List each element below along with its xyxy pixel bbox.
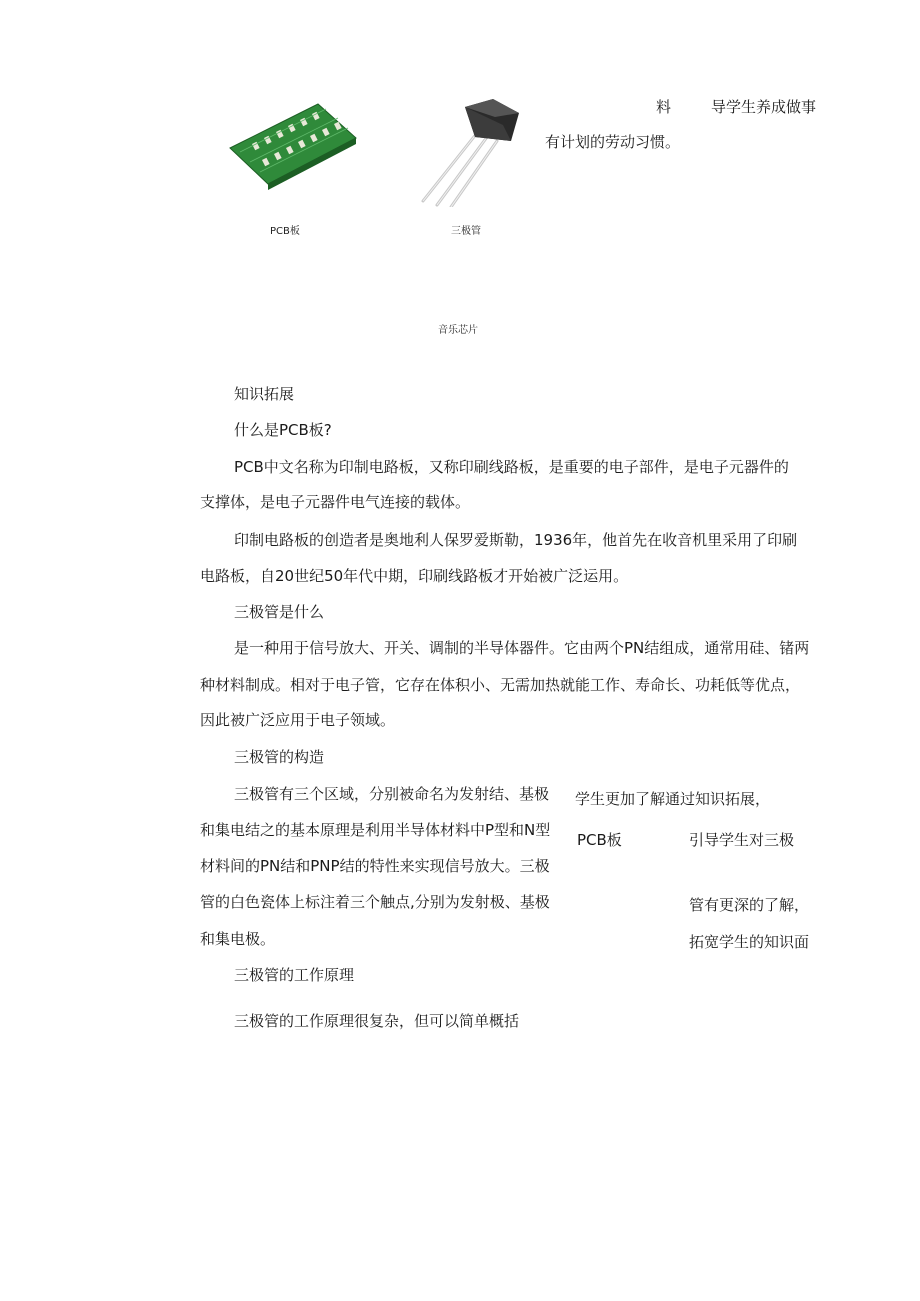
heading-transistor-structure: 三极管的构造 (234, 748, 325, 766)
para-principle-line1: 三极管的工作原理很复杂，但可以简单概括 (234, 1012, 520, 1030)
heading-what-is-transistor: 三极管是什么 (234, 603, 325, 621)
side-note-line1: 学生更加了解通过知识拓展， (575, 790, 771, 808)
para-transistor-line2: 种材料制成。相对于电子管，它存在体积小、无需加热就能工作、寿命长、功耗低等优点， (200, 676, 801, 694)
side-note-pcb: PCB板 (577, 831, 622, 849)
top-note-word-a: 料 (656, 98, 672, 116)
para-structure-line5: 和集电极。 (200, 930, 276, 948)
transistor-caption: 三极管 (451, 226, 481, 237)
transistor-image (415, 95, 525, 207)
top-note-word-b: 导学生养成做事 (711, 98, 817, 116)
para-transistor-line3: 因此被广泛应用于电子领域。 (200, 711, 396, 729)
para-pcb-line1: PCB中文名称为印制电路板，又称印刷线路板，是重要的电子部件，是电子元器件的 (234, 458, 789, 476)
para-structure-line2: 和集电结之的基本原理是利用半导体材料中P型和N型 (200, 821, 551, 839)
para-inventor-line2: 电路板，自20世纪50年代中期，印刷线路板才开始被广泛运用。 (200, 567, 629, 585)
para-structure-line4: 管的白色瓷体上标注着三个触点,分别为发射极、基极 (200, 893, 550, 911)
chip-caption: 音乐芯片 (438, 325, 478, 336)
para-structure-line3: 材料间的PN结和PNP结的特性来实现信号放大。三极 (200, 857, 550, 875)
top-note-line2: 有计划的劳动习惯。 (545, 133, 681, 151)
para-transistor-line1: 是一种用于信号放大、开关、调制的半导体器件。它由两个PN结组成，通常用硅、锗两 (234, 639, 810, 657)
pcb-caption: PCB板 (270, 226, 300, 237)
para-structure-line1: 三极管有三个区域，分别被命名为发射结、基极 (234, 785, 550, 803)
para-inventor-line1: 印制电路板的创造者是奥地利人保罗爱斯勒，1936年，他首先在收音机里采用了印刷 (234, 531, 798, 549)
side-note-line4: 拓宽学生的知识面 (689, 933, 810, 951)
heading-what-is-pcb: 什么是PCB板? (234, 421, 332, 439)
side-note-line3: 管有更深的了解， (689, 896, 810, 914)
heading-working-principle: 三极管的工作原理 (234, 966, 355, 984)
side-note-line2: 引导学生对三极 (689, 831, 795, 849)
pcb-board-image (222, 100, 362, 190)
para-pcb-line2: 支撑体，是电子元器件电气连接的载体。 (200, 493, 471, 511)
heading-knowledge-expansion: 知识拓展 (234, 385, 295, 403)
